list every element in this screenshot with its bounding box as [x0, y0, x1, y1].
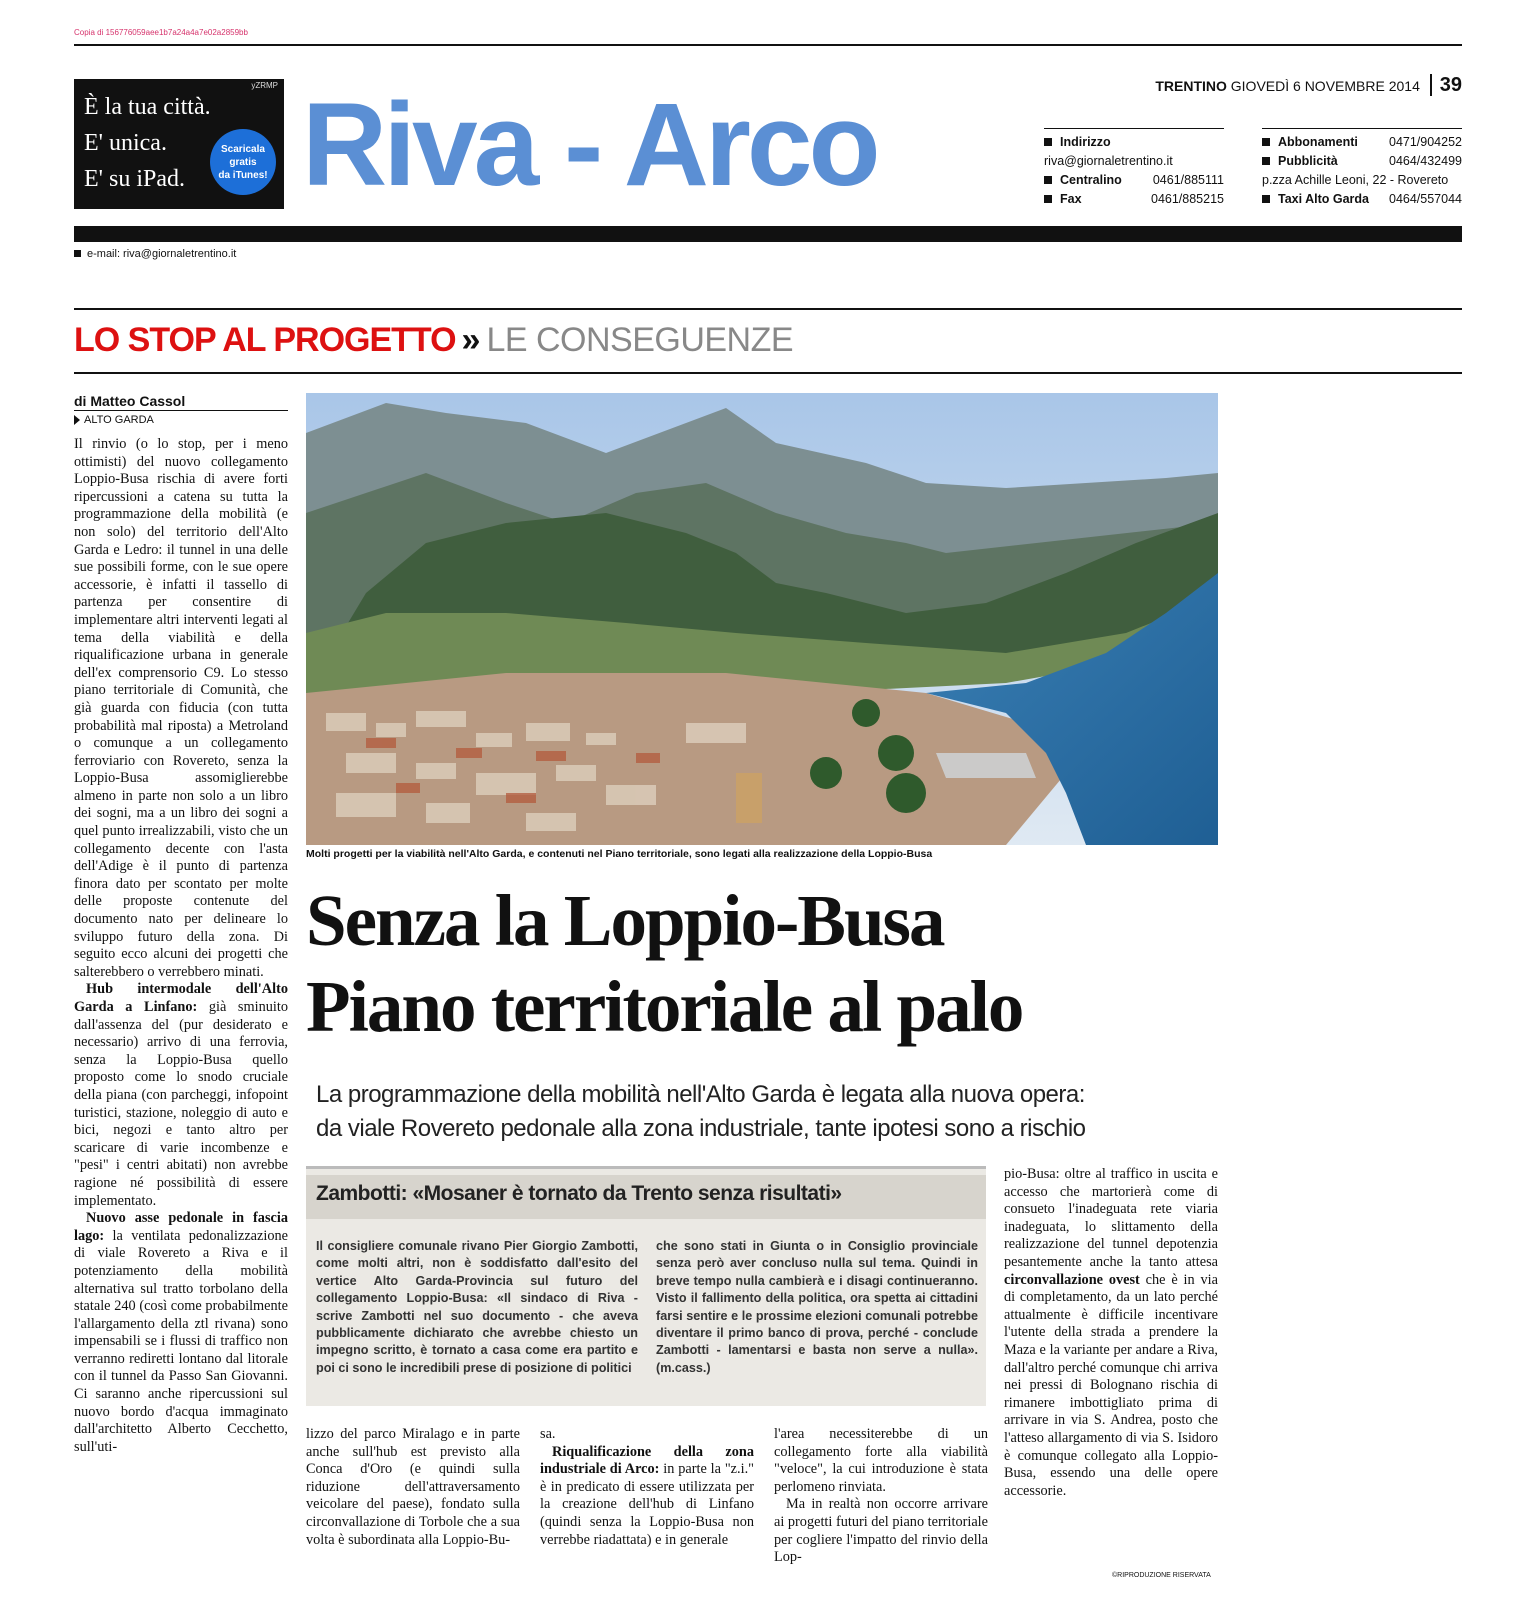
address-line: p.zza Achille Leoni, 22 - Rovereto: [1262, 173, 1449, 187]
ad-line-2: E' unica.: [84, 130, 167, 156]
section-heading: [74, 318, 793, 362]
fax-label: Fax: [1060, 192, 1082, 206]
box-paragraph: che sono stati in Giunta o in Consiglio provinciale senza però aver concluso nulla sul tema. Quindi in breve tempo nulla cambierà e i disagi continueranno. Visto il fallimento della politica, ora spetta ai cittadini farsi sentire e le prossime elezioni comunali potrebbe diventare il primo banco di prova, perché - conclude Zambotti - lamentarsi e basta non serve a nulla». (m.cass.): [656, 1239, 978, 1375]
paragraph-lead: Nuovo asse pedonale in fascia lago:: [74, 1210, 288, 1244]
pubblicita-label: Pubblicità: [1278, 154, 1338, 168]
contacts-left: [1044, 128, 1224, 209]
badge-line-2: gratis: [229, 156, 257, 168]
subhead-line-1: La programmazione della mobilità nell'Alto Garda è legata alla nuova opera:: [316, 1081, 1085, 1108]
headline: [306, 878, 1022, 1050]
box-title: Zambotti: «Mosaner è tornato da Trento senza risultati»: [316, 1182, 842, 1205]
centralino-label: Centralino: [1060, 173, 1122, 187]
bullet-icon: [1044, 176, 1052, 184]
indirizzo-label: Indirizzo: [1060, 135, 1111, 149]
box-paragraph: Il consigliere comunale rivano Pier Giorgio Zambotti, come molti altri, non è soddisfatto dall'esito del vertice Alto Garda-Provincia sul futuro del collegamento Loppio-Busa: «Il sindaco di Riva - scrive Zambotti nel suo documento - che aveva pubblicamente dichiarato che avrebbe chiesto un impegno scritto, è tornato a casa come era partito e poi ci sono le incredibili prese di posizione di politici: [316, 1239, 638, 1375]
paragraph-text: la ventilata pedonalizzazione di viale Rovereto a Riva e il potenziamento della mobilità alternativa sul tratto torbolano della statale 240 (così come probabilmente l'allargamento della ztl rivana) sono impensabili se i flussi di traffico non verranno rediretti lontano dal litorale con il tunnel da Passo San Giovanni. Ci saranno anche ripercussioni sul nuovo bordo d'acqua immaginato dall'architetto Alberto Cecchetto, sull'uti-: [74, 1227, 288, 1455]
headline-line-1: Senza la Loppio-Busa: [306, 880, 944, 961]
paragraph-lead: Riqualificazione della zona industriale di Arco:: [540, 1443, 754, 1478]
ad-line-3: E' su iPad.: [84, 166, 185, 192]
paragraph-text: già sminuito dall'assenza del (pur desiderato e necessario) arrivo di una ferrovia, senza la Loppio-Busa quello proposto come lo snodo cruciale della piana (con parcheggi, infopoint turistici, stazione, noleggio di auto e bici, negozi e tanto altro per scaricare di varie incombenze e "pesi" i centri abitati) non avrebbe ragione né possibilità di essere implementato.: [74, 999, 288, 1209]
paragraph: sa.: [540, 1426, 556, 1442]
centralino-value: 0461/885111: [1152, 173, 1224, 187]
section-rule: [74, 372, 1462, 374]
article-column-1: [74, 436, 288, 1456]
paragraph: Ma in realtà non occorre arrivare ai progetti futuri del piano territoriale per cogliere l'impatto del rinvio della Lop-: [774, 1496, 988, 1566]
byline: di Matteo Cassol: [74, 393, 186, 409]
paragraph: l'area necessiterebbe di un collegamento forte alla viabilità "veloce", la cui introduzione è stata perlomeno rinviata.: [774, 1426, 988, 1495]
badge-line-3: da iTunes!: [218, 169, 268, 181]
lake-town-photo: [306, 393, 1218, 845]
paragraph: [74, 981, 288, 1210]
article-column-3: [540, 1426, 754, 1549]
indirizzo-value[interactable]: riva@giornaletrentino.it: [1044, 154, 1173, 168]
paragraph: [540, 1444, 754, 1550]
article-column-2: [306, 1426, 520, 1549]
paper-date-line: [1155, 74, 1462, 97]
reproduction-notice: ©RIPRODUZIONE RISERVATA: [1112, 1572, 1211, 1579]
abbonamenti-value: 0471/904252: [1389, 135, 1462, 149]
top-rule: [74, 44, 1462, 46]
box-column-1: [316, 1238, 638, 1377]
section-main: LO STOP AL PROGETTO: [74, 321, 456, 359]
box-column-2: [656, 1238, 978, 1377]
paragraph: [1004, 1166, 1218, 1500]
headline-line-2: Piano territoriale al palo: [306, 966, 1023, 1047]
ipad-ad[interactable]: [74, 79, 284, 209]
bullet-icon: [74, 250, 81, 257]
email-text: e-mail: riva@giornaletrentino.it: [87, 248, 237, 260]
article-column-4: [774, 1426, 988, 1567]
ad-line-1: È la tua città.: [84, 94, 211, 120]
subhead-line-2: da viale Rovereto pedonale alla zona industriale, tante ipotesi sono a rischio: [316, 1115, 1086, 1142]
section-rule: [74, 308, 1462, 310]
paragraph: [74, 1210, 288, 1456]
bullet-icon: [1262, 157, 1270, 165]
issue-date: GIOVEDÌ 6 NOVEMBRE 2014: [1230, 78, 1420, 94]
taxi-value: 0464/557044: [1389, 192, 1462, 206]
box-rule: [306, 1166, 986, 1169]
paragraph-emphasis: circonvallazione ovest: [1004, 1271, 1140, 1288]
ad-code: yZRMP: [251, 81, 278, 90]
triangle-icon: [74, 415, 80, 425]
section-sub: LE CONSEGUENZE: [486, 321, 794, 359]
bullet-icon: [1044, 195, 1052, 203]
page-number: 39: [1430, 74, 1462, 96]
itunes-badge[interactable]: [210, 129, 276, 195]
article-column-5: [1004, 1166, 1218, 1500]
bullet-icon: [1262, 195, 1270, 203]
masthead-title: Riva - Arco: [302, 79, 877, 211]
paragraph-text: pio-Busa: oltre al traffico in uscita e accesso che martorierà come di consueto l'inadeguata rete viaria inadeguata, lo slittamento della realizzazione del tunnel depotenzia pesantemente anche la tanto attesa: [1004, 1166, 1218, 1270]
double-chevron-icon: »: [461, 321, 481, 359]
paragraph-text: in parte la "z.i." è in predicato di essere utilizzata per la creazione dell'hub di Linfano (quindi senza la Loppio-Busa non verrebbe riadattata) e in generale: [540, 1461, 754, 1548]
paragraph-text: che è in via di completamento, da un lato perché attualmente è difficile incentivare l'utente della strada a prendere la Maza e la variante per andare a Riva, dall'altro perché comunque chi arriva nei pressi di Bolognano rischia di rimanere imbottigliato prima di arrivare in via S. Andrea, posto che l'atteso allargamento di via S. Isidoro è comunque collegato alla Loppio-Busa, essendo una delle opere accessorie.: [1004, 1271, 1218, 1499]
fax-value: 0461/885215: [1151, 192, 1224, 206]
badge-line-1: Scaricala: [221, 143, 265, 155]
email-line[interactable]: [74, 248, 236, 260]
abbonamenti-label: Abbonamenti: [1278, 135, 1358, 149]
location-text: ALTO GARDA: [84, 414, 154, 426]
photo-caption: Molti progetti per la viabilità nell'Alto Garda, e contenuti nel Piano territoriale, sono legati alla realizzazione della Loppio-Busa: [306, 848, 933, 860]
paragraph: Il rinvio (o lo stop, per i meno ottimisti) del nuovo collegamento Loppio-Busa rischia di avere forti ripercussioni a catena su tutta la programmazione della mobilità (e non solo) del territorio dell'Alto Garda e Ledro: il tunnel in una delle sue possibili forme, con le sue opere accessorie, è infatti il tassello di partenza per consentire di implementare altri interventi legati al tema della viabilità e della riqualificazione urbana in generale dell'ex comprensorio C9. Lo stesso piano territoriale di Comunità, che già guarda con fiducia (con tutta probabilità mal riposta) a Metroland o comunque a un collegamento ferroviario con Rovereto, senza la Loppio-Busa assomiglierebbe almeno in parte non solo a un libro dei sogni, ma a un libro dei sogni a quel punto irrealizzabili, visto che un collegamento decente con l'asta dell'Adige è il punto di partenza finora dato per scontato per molte delle proposte contenute del documento nato per delineare lo sviluppo futuro della zona. Di seguito ecco alcuni dei progetti che salterebbero o verrebbero minati.: [74, 436, 288, 980]
paper-name: TRENTINO: [1155, 78, 1227, 94]
header-bar: [74, 226, 1462, 242]
byline-rule: [74, 410, 288, 411]
paragraph: lizzo del parco Miralago e in parte anche sull'hub est previsto alla Conca d'Oro (e quindi sulla riduzione dell'attraversamento veicolare del paese), fondato sulla circonvallazione di Torbole che a sua volta è subordinata alla Loppio-Bu-: [306, 1426, 520, 1548]
bullet-icon: [1262, 138, 1270, 146]
taxi-label: Taxi Alto Garda: [1278, 192, 1369, 206]
copy-note: Copia di 156776059aee1b7a24a4a7e02a2859bb: [74, 28, 248, 37]
paragraph-lead: Hub intermodale dell'Alto Garda a Linfano:: [74, 981, 288, 1015]
contacts-right: [1262, 128, 1462, 209]
bullet-icon: [1044, 138, 1052, 146]
pubblicita-value: 0464/432499: [1389, 154, 1462, 168]
subheadline: [316, 1078, 1086, 1146]
location-tag: [74, 414, 154, 426]
